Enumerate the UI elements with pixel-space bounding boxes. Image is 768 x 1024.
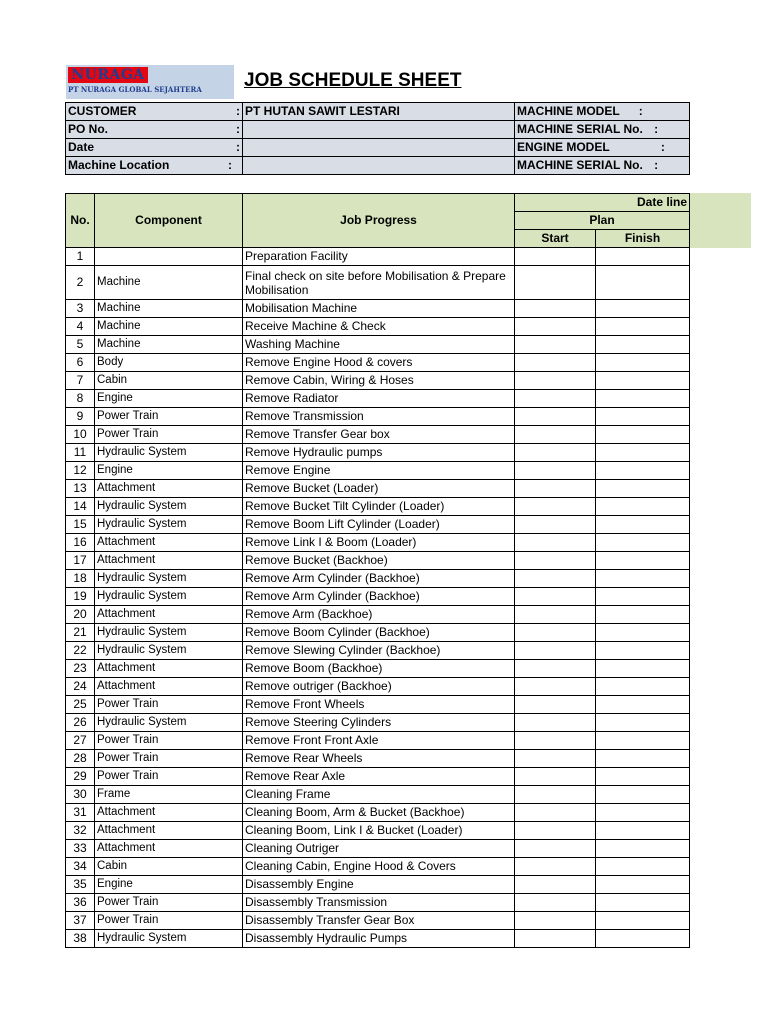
- location-label-cell: [66, 157, 243, 175]
- plan-finish-cell[interactable]: [596, 354, 690, 372]
- component-cell: Power Train: [95, 750, 243, 768]
- row-number: 1: [66, 248, 95, 266]
- component-cell: Hydraulic System: [95, 714, 243, 732]
- plan-finish-cell[interactable]: [596, 408, 690, 426]
- plan-start-cell[interactable]: [515, 372, 596, 390]
- plan-start-cell[interactable]: [515, 768, 596, 786]
- engine-serial-label: MACHINE SERIAL No.: [517, 158, 643, 172]
- table-row: [66, 498, 690, 516]
- table-row: [66, 318, 690, 336]
- table-row: [66, 516, 690, 534]
- header-info-table: [65, 102, 690, 175]
- plan-start-cell[interactable]: [515, 300, 596, 318]
- colon: :: [654, 122, 659, 136]
- plan-finish-cell[interactable]: [596, 768, 690, 786]
- row-number: 34: [66, 858, 95, 876]
- row-number: 30: [66, 786, 95, 804]
- component-cell: Power Train: [95, 768, 243, 786]
- table-row: [66, 858, 690, 876]
- component-cell: Attachment: [95, 534, 243, 552]
- row-number: 14: [66, 498, 95, 516]
- table-row: [66, 426, 690, 444]
- job-progress-cell: Remove Hydraulic pumps: [243, 444, 515, 462]
- job-progress-cell: Remove outriger (Backhoe): [243, 678, 515, 696]
- component-cell: Machine: [95, 266, 243, 300]
- job-progress-cell: Receive Machine & Check: [243, 318, 515, 336]
- plan-finish-cell[interactable]: [596, 912, 690, 930]
- table-row: [66, 266, 690, 300]
- row-number: 3: [66, 300, 95, 318]
- plan-finish-cell[interactable]: [596, 840, 690, 858]
- table-row: [66, 714, 690, 732]
- table-row: [66, 894, 690, 912]
- finish-header: Finish: [596, 230, 690, 248]
- plan-finish-cell[interactable]: [596, 858, 690, 876]
- job-schedule-table: [65, 193, 690, 948]
- component-cell: Frame: [95, 786, 243, 804]
- plan-start-cell[interactable]: [515, 480, 596, 498]
- header-row-po: [66, 121, 690, 139]
- po-label: PO No.: [68, 122, 109, 136]
- component-cell: Attachment: [95, 840, 243, 858]
- plan-finish-cell[interactable]: [596, 426, 690, 444]
- component-cell: Hydraulic System: [95, 516, 243, 534]
- plan-finish-cell[interactable]: [596, 660, 690, 678]
- colon: :: [236, 104, 240, 118]
- machine-model-cell: [515, 103, 690, 121]
- component-cell: Cabin: [95, 372, 243, 390]
- component-cell: Attachment: [95, 552, 243, 570]
- job-progress-cell: Disassembly Transmission: [243, 894, 515, 912]
- location-label: Machine Location: [68, 158, 170, 172]
- customer-label-cell: [66, 103, 243, 121]
- plan-start-cell[interactable]: [515, 660, 596, 678]
- job-progress-cell: Disassembly Engine: [243, 876, 515, 894]
- component-cell: Body: [95, 354, 243, 372]
- row-number: 37: [66, 912, 95, 930]
- component-cell: Power Train: [95, 426, 243, 444]
- row-number: 4: [66, 318, 95, 336]
- plan-finish-cell[interactable]: [596, 372, 690, 390]
- row-number: 38: [66, 930, 95, 948]
- date-label-cell: [66, 139, 243, 157]
- component-cell: Machine: [95, 318, 243, 336]
- plan-finish-cell[interactable]: [596, 552, 690, 570]
- table-row: [66, 696, 690, 714]
- row-number: 2: [66, 266, 95, 300]
- table-row: [66, 408, 690, 426]
- component-cell: Hydraulic System: [95, 498, 243, 516]
- job-progress-cell: Remove Link I & Boom (Loader): [243, 534, 515, 552]
- page-title: JOB SCHEDULE SHEET: [244, 70, 462, 91]
- table-row: [66, 480, 690, 498]
- table-row: [66, 624, 690, 642]
- table-row: [66, 336, 690, 354]
- plan-start-cell[interactable]: [515, 516, 596, 534]
- table-row: [66, 876, 690, 894]
- plan-finish-cell[interactable]: [596, 534, 690, 552]
- row-number: 28: [66, 750, 95, 768]
- row-number: 16: [66, 534, 95, 552]
- plan-finish-cell[interactable]: [596, 248, 690, 266]
- colon: :: [654, 158, 659, 172]
- table-row: [66, 588, 690, 606]
- plan-start-cell[interactable]: [515, 552, 596, 570]
- row-number: 36: [66, 894, 95, 912]
- header-row-customer: [66, 103, 690, 121]
- row-number: 23: [66, 660, 95, 678]
- component-cell: Machine: [95, 300, 243, 318]
- plan-finish-cell[interactable]: [596, 696, 690, 714]
- plan-finish-cell[interactable]: [596, 570, 690, 588]
- job-progress-cell: Remove Boom (Backhoe): [243, 660, 515, 678]
- plan-finish-cell[interactable]: [596, 804, 690, 822]
- date-line-header-extension: [689, 193, 751, 248]
- row-number: 15: [66, 516, 95, 534]
- job-progress-cell: Remove Engine Hood & covers: [243, 354, 515, 372]
- component-cell: Power Train: [95, 894, 243, 912]
- plan-finish-cell[interactable]: [596, 930, 690, 948]
- machine-model-label: MACHINE MODEL: [517, 104, 620, 118]
- row-number: 26: [66, 714, 95, 732]
- plan-finish-cell[interactable]: [596, 750, 690, 768]
- job-progress-cell: Disassembly Hydraulic Pumps: [243, 930, 515, 948]
- customer-label: CUSTOMER: [68, 104, 137, 118]
- plan-finish-cell[interactable]: [596, 318, 690, 336]
- component-cell: Engine: [95, 462, 243, 480]
- row-number: 8: [66, 390, 95, 408]
- job-progress-cell: Remove Arm Cylinder (Backhoe): [243, 588, 515, 606]
- row-number: 27: [66, 732, 95, 750]
- plan-start-cell[interactable]: [515, 606, 596, 624]
- plan-start-cell[interactable]: [515, 444, 596, 462]
- row-number: 7: [66, 372, 95, 390]
- table-row: [66, 840, 690, 858]
- header-row-location: [66, 157, 690, 175]
- plan-finish-cell[interactable]: [596, 678, 690, 696]
- start-header: Start: [515, 230, 596, 248]
- plan-header: Plan: [515, 212, 690, 230]
- job-progress-cell: Remove Front Wheels: [243, 696, 515, 714]
- component-cell: Hydraulic System: [95, 570, 243, 588]
- row-number: 24: [66, 678, 95, 696]
- component-cell: Engine: [95, 876, 243, 894]
- job-progress-cell: Remove Slewing Cylinder (Backhoe): [243, 642, 515, 660]
- date-label: Date: [68, 140, 95, 154]
- plan-start-cell[interactable]: [515, 714, 596, 732]
- job-progress-cell: Remove Rear Wheels: [243, 750, 515, 768]
- job-progress-cell: Remove Transmission: [243, 408, 515, 426]
- component-cell: Machine: [95, 336, 243, 354]
- job-progress-cell: Preparation Facility: [243, 248, 515, 266]
- plan-finish-cell[interactable]: [596, 390, 690, 408]
- job-progress-cell: Remove Arm Cylinder (Backhoe): [243, 570, 515, 588]
- row-number: 6: [66, 354, 95, 372]
- row-number: 29: [66, 768, 95, 786]
- company-logo: [66, 65, 234, 99]
- table-row: [66, 534, 690, 552]
- component-cell: Hydraulic System: [95, 588, 243, 606]
- plan-start-cell[interactable]: [515, 498, 596, 516]
- plan-start-cell[interactable]: [515, 642, 596, 660]
- plan-finish-cell[interactable]: [596, 480, 690, 498]
- plan-start-cell[interactable]: [515, 408, 596, 426]
- engine-model-label: ENGINE MODEL: [517, 140, 610, 154]
- component-cell: [95, 248, 243, 266]
- table-row: [66, 660, 690, 678]
- colon: :: [638, 104, 643, 118]
- job-progress-cell: Mobilisation Machine: [243, 300, 515, 318]
- table-row: [66, 444, 690, 462]
- row-number: 17: [66, 552, 95, 570]
- colon: :: [236, 140, 240, 154]
- colon: :: [660, 140, 665, 154]
- plan-start-cell[interactable]: [515, 624, 596, 642]
- customer-value[interactable]: PT HUTAN SAWIT LESTARI: [243, 103, 515, 121]
- table-row: [66, 822, 690, 840]
- colon: :: [236, 122, 240, 136]
- plan-start-cell[interactable]: [515, 390, 596, 408]
- header-row-date: [66, 139, 690, 157]
- job-progress-cell: Cleaning Frame: [243, 786, 515, 804]
- plan-finish-cell[interactable]: [596, 624, 690, 642]
- row-number: 20: [66, 606, 95, 624]
- plan-finish-cell[interactable]: [596, 462, 690, 480]
- table-row: [66, 300, 690, 318]
- table-row: [66, 732, 690, 750]
- job-progress-cell: Remove Radiator: [243, 390, 515, 408]
- component-cell: Attachment: [95, 480, 243, 498]
- col-component-header: Component: [95, 194, 243, 248]
- table-row: [66, 248, 690, 266]
- component-cell: Cabin: [95, 858, 243, 876]
- component-cell: Power Train: [95, 732, 243, 750]
- table-row: [66, 804, 690, 822]
- plan-finish-cell[interactable]: [596, 642, 690, 660]
- table-row: [66, 912, 690, 930]
- job-progress-cell: Washing Machine: [243, 336, 515, 354]
- component-cell: Attachment: [95, 660, 243, 678]
- job-progress-cell: Remove Boom Cylinder (Backhoe): [243, 624, 515, 642]
- plan-start-cell[interactable]: [515, 840, 596, 858]
- component-cell: Hydraulic System: [95, 642, 243, 660]
- row-number: 33: [66, 840, 95, 858]
- plan-start-cell[interactable]: [515, 534, 596, 552]
- job-progress-cell: Cleaning Cabin, Engine Hood & Covers: [243, 858, 515, 876]
- plan-finish-cell[interactable]: [596, 444, 690, 462]
- job-progress-cell: Remove Bucket (Loader): [243, 480, 515, 498]
- plan-start-cell[interactable]: [515, 462, 596, 480]
- engine-serial-cell: [515, 157, 690, 175]
- plan-start-cell[interactable]: [515, 354, 596, 372]
- job-progress-cell: Cleaning Outriger: [243, 840, 515, 858]
- row-number: 12: [66, 462, 95, 480]
- plan-finish-cell[interactable]: [596, 714, 690, 732]
- component-cell: Power Train: [95, 696, 243, 714]
- plan-start-cell[interactable]: [515, 318, 596, 336]
- machine-serial-cell: [515, 121, 690, 139]
- date-line-label: Date line: [637, 195, 688, 209]
- table-row: [66, 642, 690, 660]
- col-no-header: No.: [66, 194, 95, 248]
- plan-finish-cell[interactable]: [596, 894, 690, 912]
- job-progress-cell: Remove Engine: [243, 462, 515, 480]
- job-progress-cell: Remove Transfer Gear box: [243, 426, 515, 444]
- row-number: 19: [66, 588, 95, 606]
- table-row: [66, 372, 690, 390]
- component-cell: Power Train: [95, 408, 243, 426]
- plan-start-cell[interactable]: [515, 930, 596, 948]
- plan-start-cell[interactable]: [515, 912, 596, 930]
- table-row: [66, 462, 690, 480]
- row-number: 25: [66, 696, 95, 714]
- plan-start-cell[interactable]: [515, 588, 596, 606]
- logo-wordmark: NURAGA: [68, 67, 148, 83]
- plan-start-cell[interactable]: [515, 786, 596, 804]
- job-progress-cell: Remove Boom Lift Cylinder (Loader): [243, 516, 515, 534]
- plan-finish-cell[interactable]: [596, 300, 690, 318]
- table-row: [66, 552, 690, 570]
- location-value[interactable]: [243, 157, 515, 175]
- plan-finish-cell[interactable]: [596, 336, 690, 354]
- table-header-row-1: [66, 194, 690, 212]
- plan-finish-cell[interactable]: [596, 732, 690, 750]
- plan-start-cell[interactable]: [515, 858, 596, 876]
- job-progress-cell: Remove Cabin, Wiring & Hoses: [243, 372, 515, 390]
- job-progress-cell: Cleaning Boom, Link I & Bucket (Loader): [243, 822, 515, 840]
- plan-start-cell[interactable]: [515, 678, 596, 696]
- job-progress-cell: Remove Rear Axle: [243, 768, 515, 786]
- logo-subtitle: PT NURAGA GLOBAL SEJAHTERA: [68, 85, 202, 94]
- component-cell: Engine: [95, 390, 243, 408]
- component-cell: Power Train: [95, 912, 243, 930]
- plan-start-cell[interactable]: [515, 750, 596, 768]
- plan-start-cell[interactable]: [515, 894, 596, 912]
- component-cell: Hydraulic System: [95, 930, 243, 948]
- component-cell: Attachment: [95, 606, 243, 624]
- job-progress-cell: Remove Bucket (Backhoe): [243, 552, 515, 570]
- table-row: [66, 930, 690, 948]
- plan-finish-cell[interactable]: [596, 822, 690, 840]
- plan-start-cell[interactable]: [515, 336, 596, 354]
- plan-start-cell[interactable]: [515, 804, 596, 822]
- job-progress-cell: Final check on site before Mobilisation & Prepare Mobilisation: [243, 266, 515, 300]
- table-row: [66, 606, 690, 624]
- component-cell: Hydraulic System: [95, 624, 243, 642]
- plan-start-cell[interactable]: [515, 570, 596, 588]
- plan-start-cell[interactable]: [515, 696, 596, 714]
- row-number: 31: [66, 804, 95, 822]
- component-cell: Hydraulic System: [95, 444, 243, 462]
- col-job-header: Job Progress: [243, 194, 515, 248]
- job-progress-cell: Remove Steering Cylinders: [243, 714, 515, 732]
- date-value[interactable]: [243, 139, 515, 157]
- plan-start-cell[interactable]: [515, 732, 596, 750]
- row-number: 11: [66, 444, 95, 462]
- plan-start-cell[interactable]: [515, 426, 596, 444]
- po-label-cell: [66, 121, 243, 139]
- job-progress-cell: Remove Front Front Axle: [243, 732, 515, 750]
- plan-finish-cell[interactable]: [596, 516, 690, 534]
- plan-start-cell[interactable]: [515, 822, 596, 840]
- table-row: [66, 786, 690, 804]
- row-number: 18: [66, 570, 95, 588]
- plan-finish-cell[interactable]: [596, 876, 690, 894]
- plan-start-cell[interactable]: [515, 266, 596, 300]
- component-cell: Attachment: [95, 678, 243, 696]
- row-number: 5: [66, 336, 95, 354]
- colon: :: [228, 158, 232, 172]
- table-row: [66, 390, 690, 408]
- plan-start-cell[interactable]: [515, 876, 596, 894]
- row-number: 32: [66, 822, 95, 840]
- row-number: 35: [66, 876, 95, 894]
- component-cell: Attachment: [95, 822, 243, 840]
- plan-finish-cell[interactable]: [596, 786, 690, 804]
- date-line-header: [515, 194, 690, 212]
- job-progress-cell: Remove Bucket Tilt Cylinder (Loader): [243, 498, 515, 516]
- job-progress-cell: Remove Arm (Backhoe): [243, 606, 515, 624]
- plan-finish-cell[interactable]: [596, 606, 690, 624]
- row-number: 21: [66, 624, 95, 642]
- row-number: 13: [66, 480, 95, 498]
- po-value[interactable]: [243, 121, 515, 139]
- table-row: [66, 768, 690, 786]
- plan-finish-cell[interactable]: [596, 588, 690, 606]
- machine-serial-label: MACHINE SERIAL No.: [517, 122, 643, 136]
- row-number: 10: [66, 426, 95, 444]
- job-progress-cell: Cleaning Boom, Arm & Bucket (Backhoe): [243, 804, 515, 822]
- component-cell: Attachment: [95, 804, 243, 822]
- table-row: [66, 354, 690, 372]
- job-progress-cell: Disassembly Transfer Gear Box: [243, 912, 515, 930]
- plan-finish-cell[interactable]: [596, 498, 690, 516]
- row-number: 9: [66, 408, 95, 426]
- table-row: [66, 678, 690, 696]
- table-row: [66, 570, 690, 588]
- plan-start-cell[interactable]: [515, 248, 596, 266]
- plan-finish-cell[interactable]: [596, 266, 690, 300]
- table-row: [66, 750, 690, 768]
- engine-model-cell: [515, 139, 690, 157]
- row-number: 22: [66, 642, 95, 660]
